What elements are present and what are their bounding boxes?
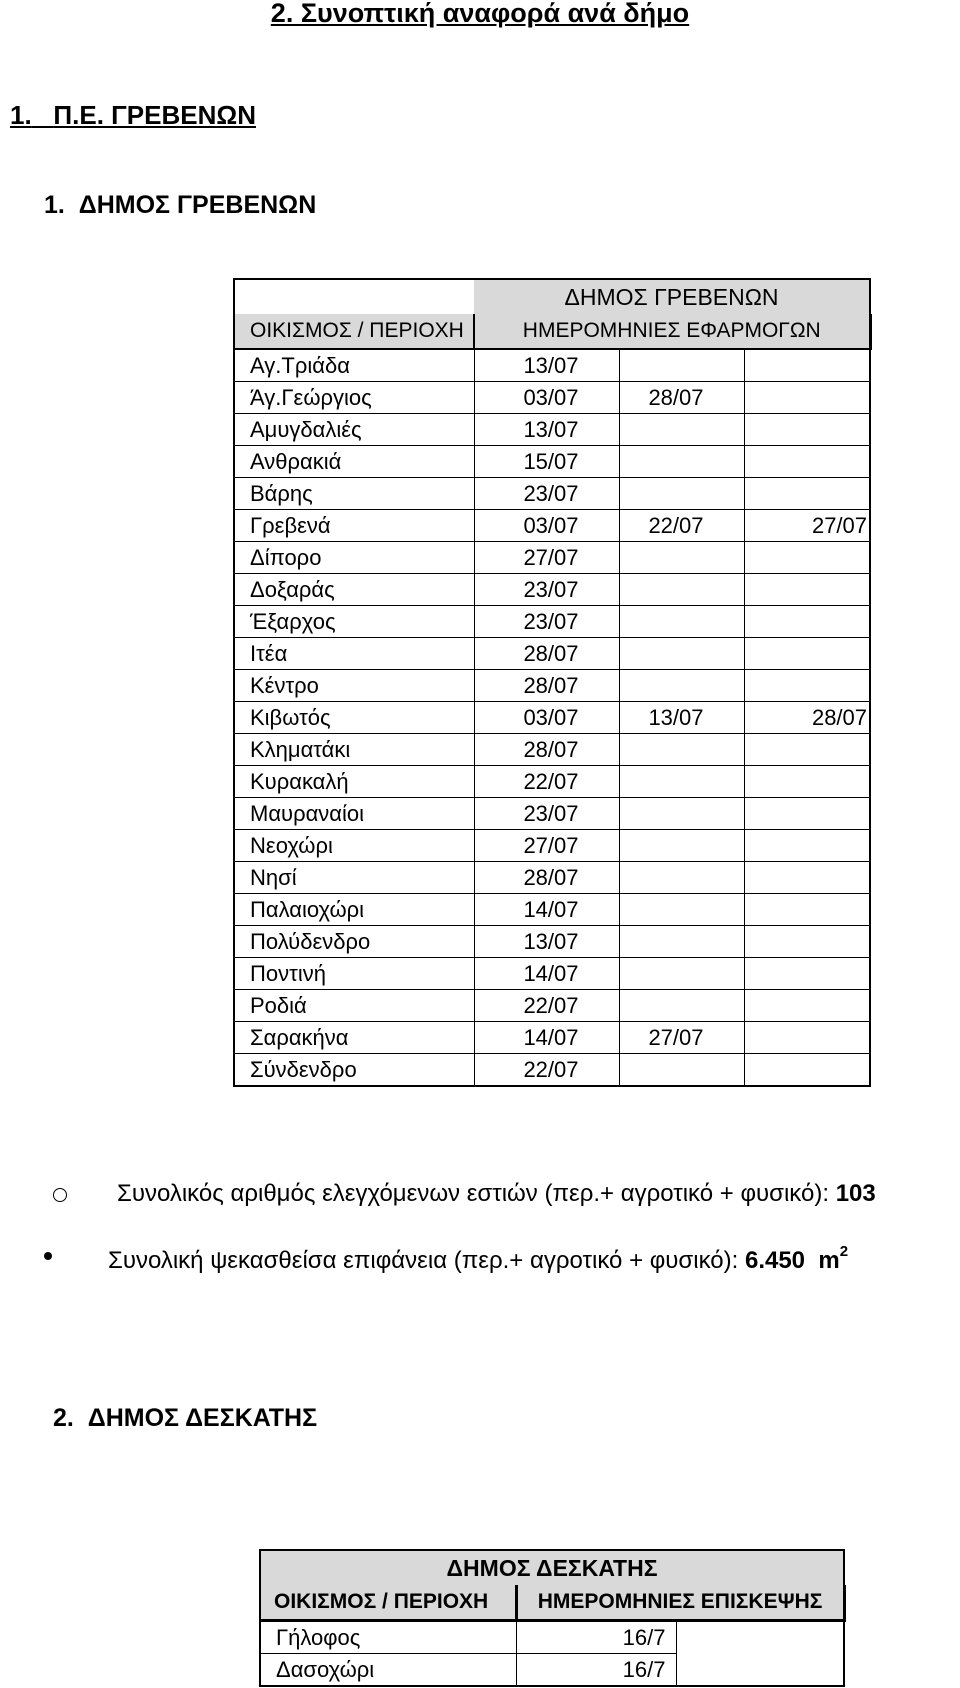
subsection-heading-dimos-grevenon (44, 191, 316, 220)
cell-date-2: 27/07 (619, 1022, 744, 1054)
cell-date-3 (744, 958, 870, 990)
cell-date-1: 22/07 (474, 990, 619, 1022)
table-header-row (260, 1585, 844, 1621)
cell-place: Αγ.Τριάδα (234, 349, 474, 382)
bullet-icon (44, 1252, 52, 1260)
table-row (234, 414, 870, 446)
cell-place: Σύνδενδρο (234, 1054, 474, 1087)
cell-date-3 (744, 926, 870, 958)
cell-date-2 (619, 894, 744, 926)
table-row (234, 446, 870, 478)
cell-date-1: 03/07 (474, 702, 619, 734)
cell-place: Νεοχώρι (234, 830, 474, 862)
cell-date-1: 23/07 (474, 606, 619, 638)
cell-date-1: 03/07 (474, 510, 619, 542)
cell-place: Παλαιοχώρι (234, 894, 474, 926)
table-title: ΔΗΜΟΣ ΔΕΣΚΑΤΗΣ (260, 1550, 844, 1585)
table-title-row (260, 1550, 844, 1585)
table-row (234, 734, 870, 766)
summary-total-sources (117, 1180, 876, 1208)
cell-place: Ιτέα (234, 638, 474, 670)
cell-date-2 (619, 734, 744, 766)
cell-date-3 (744, 1054, 870, 1087)
cell-date-2 (619, 349, 744, 382)
cell-date-3: 28/07 (744, 702, 870, 734)
table-row (234, 1022, 870, 1054)
bullet-icon (53, 1188, 67, 1202)
cell-place: Κληματάκι (234, 734, 474, 766)
cell-date-3 (744, 1022, 870, 1054)
cell-date-2 (619, 798, 744, 830)
table-title-row (234, 279, 870, 314)
cell-date-1: 14/07 (474, 894, 619, 926)
unit-exponent: 2 (839, 1243, 849, 1260)
cell-date-3 (744, 670, 870, 702)
table-row (234, 702, 870, 734)
table-row (234, 606, 870, 638)
cell-date-3 (744, 574, 870, 606)
table-row (234, 766, 870, 798)
cell-date-1: 27/07 (474, 542, 619, 574)
unit-text: m (818, 1247, 840, 1274)
sprayed-area-label: Συνολική ψεκασθείσα επιφάνεια (περ.+ αγροτικό + φυσικό): (108, 1247, 739, 1274)
cell-place: Πολύδενδρο (234, 926, 474, 958)
subsection-label: ΔΗΜΟΣ ΓΡΕΒΕΝΩΝ (78, 191, 317, 219)
document-title: 2. Συνοπτική αναφορά ανά δήμο (270, 0, 690, 28)
cell-date-1: 27/07 (474, 830, 619, 862)
cell-date-1: 13/07 (474, 414, 619, 446)
cell-date-2 (619, 958, 744, 990)
cell-place: Βάρης (234, 478, 474, 510)
subsection-heading-dimos-deskatis (53, 1404, 317, 1433)
table-title: ΔΗΜΟΣ ΓΡΕΒΕΝΩΝ (474, 279, 870, 314)
cell-date-2 (619, 862, 744, 894)
table-row (234, 830, 870, 862)
total-sources-value: 103 (835, 1180, 876, 1207)
cell-date-2 (619, 542, 744, 574)
cell-date-2 (619, 446, 744, 478)
cell-place: Ποντινή (234, 958, 474, 990)
cell-date-2 (619, 606, 744, 638)
cell-place: Ροδιά (234, 990, 474, 1022)
cell-date-1: 28/07 (474, 734, 619, 766)
cell-date-2 (619, 670, 744, 702)
cell-date-1: 16/7 (516, 1621, 676, 1654)
cell-empty (676, 1621, 844, 1654)
cell-date-2: 28/07 (619, 382, 744, 414)
cell-place: Κιβωτός (234, 702, 474, 734)
table-row (260, 1654, 844, 1687)
cell-date-3: 27/07 (744, 510, 870, 542)
cell-place: Δασοχώρι (260, 1654, 516, 1687)
cell-date-2 (619, 478, 744, 510)
subsection-label: ΔΗΜΟΣ ΔΕΣΚΑΤΗΣ (87, 1404, 318, 1432)
cell-date-1: 14/07 (474, 1022, 619, 1054)
cell-empty (676, 1654, 844, 1687)
cell-date-3 (744, 894, 870, 926)
cell-date-3 (744, 830, 870, 862)
section-label: Π.Ε. ΓΡΕΒΕΝΩΝ (53, 100, 256, 130)
cell-date-1: 03/07 (474, 382, 619, 414)
table-row (234, 894, 870, 926)
table-row (234, 862, 870, 894)
column-header-dates: ΗΜΕΡΟΜΗΝΙΕΣ ΕΦΑΡΜΟΓΩΝ (474, 314, 870, 349)
cell-place: Δίπορο (234, 542, 474, 574)
cell-date-3 (744, 382, 870, 414)
table-row (260, 1621, 844, 1654)
table-row (234, 958, 870, 990)
cell-place: Νησί (234, 862, 474, 894)
cell-place: Κυρακαλή (234, 766, 474, 798)
table-row (234, 670, 870, 702)
cell-date-2 (619, 926, 744, 958)
cell-date-2 (619, 830, 744, 862)
section-heading-pe-grevenon (10, 100, 256, 131)
table-row (234, 510, 870, 542)
table-row (234, 574, 870, 606)
cell-date-1: 28/07 (474, 862, 619, 894)
cell-date-3 (744, 414, 870, 446)
subsection-number: 1. (44, 191, 65, 219)
table-row (234, 542, 870, 574)
table-empty-corner (234, 279, 474, 314)
cell-place: Έξαρχος (234, 606, 474, 638)
cell-date-2 (619, 990, 744, 1022)
summary-sprayed-area (108, 1243, 849, 1275)
cell-date-3 (744, 862, 870, 894)
sprayed-area-value: 6.450 (744, 1247, 806, 1274)
cell-date-1: 23/07 (474, 798, 619, 830)
cell-date-1: 22/07 (474, 766, 619, 798)
cell-date-2: 22/07 (619, 510, 744, 542)
cell-date-1: 23/07 (474, 574, 619, 606)
cell-place: Κέντρο (234, 670, 474, 702)
cell-date-3 (744, 766, 870, 798)
table-row (234, 638, 870, 670)
cell-date-2 (619, 1054, 744, 1087)
cell-date-1: 22/07 (474, 1054, 619, 1087)
table-row (234, 926, 870, 958)
cell-date-3 (744, 542, 870, 574)
cell-date-1: 28/07 (474, 638, 619, 670)
cell-date-1: 13/07 (474, 349, 619, 382)
cell-date-3 (744, 349, 870, 382)
table-row (234, 990, 870, 1022)
cell-place: Ανθρακιά (234, 446, 474, 478)
cell-date-2 (619, 574, 744, 606)
cell-date-3 (744, 734, 870, 766)
table-row (234, 478, 870, 510)
cell-date-1: 16/7 (516, 1654, 676, 1687)
visits-table-deskati (259, 1549, 846, 1687)
cell-date-1: 15/07 (474, 446, 619, 478)
cell-place: Μαυραναίοι (234, 798, 474, 830)
cell-date-3 (744, 606, 870, 638)
cell-date-2 (619, 638, 744, 670)
cell-place: Γρεβενά (234, 510, 474, 542)
table-row (234, 382, 870, 414)
applications-table-grevena (233, 278, 872, 1087)
cell-date-2: 13/07 (619, 702, 744, 734)
column-header-dates: ΗΜΕΡΟΜΗΝΙΕΣ ΕΠΙΣΚΕΨΗΣ (516, 1585, 844, 1621)
total-sources-label: Συνολικός αριθμός ελεγχόμενων εστιών (περ.+ αγροτικό + φυσικό): (117, 1180, 830, 1207)
section-number: 1. (10, 100, 32, 130)
cell-place: Άγ.Γεώργιος (234, 382, 474, 414)
cell-date-3 (744, 478, 870, 510)
cell-date-3 (744, 990, 870, 1022)
cell-place: Αμυγδαλιές (234, 414, 474, 446)
cell-date-1: 23/07 (474, 478, 619, 510)
cell-date-2 (619, 766, 744, 798)
cell-place: Γήλοφος (260, 1621, 516, 1654)
column-header-place: ΟΙΚΙΣΜΟΣ / ΠΕΡΙΟΧΗ (260, 1585, 516, 1621)
table-row (234, 349, 870, 382)
table-header-row (234, 314, 870, 349)
cell-date-3 (744, 798, 870, 830)
table-row (234, 1054, 870, 1087)
cell-date-1: 28/07 (474, 670, 619, 702)
cell-date-1: 13/07 (474, 926, 619, 958)
cell-date-3 (744, 446, 870, 478)
subsection-number: 2. (53, 1404, 74, 1432)
table-row (234, 798, 870, 830)
cell-date-1: 14/07 (474, 958, 619, 990)
cell-date-3 (744, 638, 870, 670)
sprayed-area-unit (818, 1243, 849, 1274)
cell-place: Σαρακήνα (234, 1022, 474, 1054)
column-header-place: ΟΙΚΙΣΜΟΣ / ΠΕΡΙΟΧΗ (234, 314, 474, 349)
cell-place: Δοξαράς (234, 574, 474, 606)
cell-date-2 (619, 414, 744, 446)
